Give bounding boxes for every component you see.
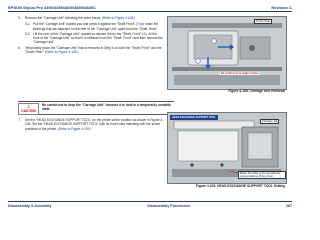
page-number: 287 [285,204,292,208]
manual-title: EPSON Stylus Pro 4400/4450/4800/4880/4880C [8,4,96,10]
step-text: Remove the "Carriage Unit" following the order below. [25,16,101,20]
warning-triangle-icon: ⚠ [26,103,31,109]
step-7 [18,118,164,133]
callout-screw-rear: Screw, Rear [256,20,271,23]
substep-number: 5-1. [25,22,31,27]
substep-5-2 [25,32,164,45]
caution-badge [18,103,39,115]
page-header [8,3,292,11]
figure-reference-link[interactable]: (Refer to Figure 4-108.) [45,50,79,55]
procedure-steps [18,16,164,56]
step-6 [18,46,164,55]
substep-text: Lift the rear of the "Carriage Unit" upward to release it from the "Shaft, Front" (②). At the front of the "Carriage Unit" so that it is released from the "Shaft, Front", and then remove the "Carriage Unit". [33,31,163,45]
caution-label: CAUTION [21,109,36,114]
substep-5-1 [25,22,164,31]
step-text: Temporarily place the "Carriage Unit" that is removed in Step 5 on both the "Shaft, Front" and the "Shaft, Rear". [25,45,162,55]
step-number: 6. [18,45,21,50]
printer-mechanism-illustration [168,17,286,89]
step-5 [18,16,164,45]
footer-divider [8,201,292,202]
figure-reference-link[interactable]: (Refer to Figure 4-108.) [101,16,136,20]
callout-carriage-unit: Carriage Unit [262,120,278,123]
step-number: 7. [18,118,21,122]
step-number: 5. [18,16,21,20]
footer-section: Disassembly & Assembly [8,204,52,208]
header-divider [8,11,292,12]
revision-label: Revision C [271,4,292,10]
substep-text: Pull the "Carriage Unit" toward you and press it against the "Shaft Front" (①) to make the bearings that are attached on the rear of the "Carriage Unit" apart from the "Shaft, Rear". [33,22,159,31]
callout-head-exchange-tool: HEAD EXCHANGE SUPPORT TOOL [172,116,216,119]
figure-carriage-removal [167,16,287,90]
page-footer [8,203,292,209]
caution-box [18,101,174,115]
callout-caution-contact: Be careful not to make contact. [221,72,260,75]
figure-reference-link[interactable]: (Refer to Figure 4-109.) [57,126,92,131]
figure-support-tool-setting [167,112,287,184]
callout-match-holes: Match the holes of the tool with the screw positions of the printer. [238,171,286,179]
figure-caption-4-109: Figure 4-109. HEAD EXCHANGE SUPPORT TOOL Setting [195,184,285,188]
figure-caption-4-108: Figure 4-108. Carriage Unit Removal [228,89,285,93]
step-text: Set the "HEAD EXCHANGE SUPPORT TOOL" on the printer at the position as shown in Figure 4-109. Set the "HEAD EXCHANGE SUPPORT TOOL" with its front holes matching with the screw positions of the printer. [25,118,164,131]
footer-chapter: Disassembly Procedures [147,204,191,208]
caution-text: Be careful not to drop the "Carriage Unit" because it is hold in a temporarily unstable state. [42,103,172,112]
substep-number: 5-2. [25,31,31,36]
